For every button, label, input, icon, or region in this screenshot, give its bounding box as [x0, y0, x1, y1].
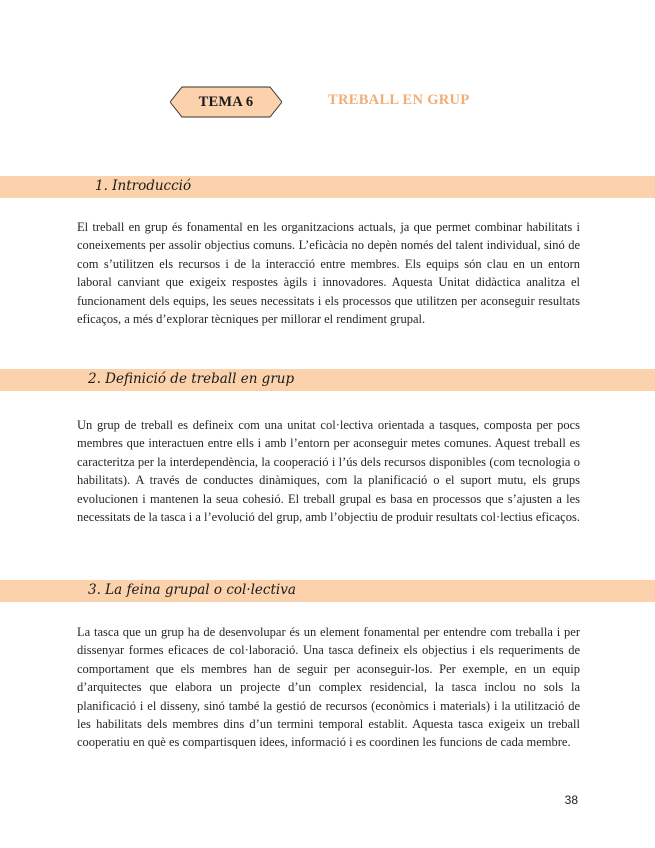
theme-header — [0, 82, 655, 122]
section-bar-introduction — [0, 176, 655, 198]
section-heading: 2. Definició de treball en grup — [88, 371, 295, 387]
section-paragraph: La tasca que un grup ha de desenvolupar és un element fonamental per entendre com treballa i per dissenyar formes eficaces de col·laboració. Una tasca defineix els objectius i els requeriments de comportament que els membres han de seguir per aconseguir-los. Per exemple, en un equip d’arquitectes que elabora un projecte d’un complex residencial, la tasca inclou no sols la planificació i el disseny, sinó també la gestió de recursos (econòmics i materials) i la utilització de les habilitats dels membres dins d’un termini temporal establit. Aquesta tasca exigeix un treball cooperatiu en què es compartisquen idees, informació i es coordinen les funcions de cada membre. — [77, 625, 580, 750]
section-heading: 1. Introducció — [95, 178, 192, 194]
section-bar-group-work — [0, 580, 655, 602]
page-number: 38 — [564, 793, 578, 807]
section-paragraph: Un grup de treball es defineix com una unitat col·lectiva orientada a tasques, composta per pocs membres que interactuen entre ells i amb l’entorn per aconseguir metes comunes. Aquest treball es caracteritza per la interdependència, la cooperació i l’ús dels recursos disponibles (com tecnologia o habilitats). A través de conductes dinàmiques, com la planificació o el suport mutu, els grups evolucionen i mantenen la seua cohesió. El treball grupal es basa en processos que s’ajusten a les necessitats de la tasca i a l’evolució del grup, amb l’objectiu de produir resultats col·lectius eficaços. — [77, 418, 580, 525]
theme-title: TREBALL EN GRUP — [328, 92, 470, 108]
section-heading: 3. La feina grupal o col·lectiva — [88, 582, 296, 598]
section-paragraph: El treball en grup és fonamental en les organitzacions actuals, ja que permet combinar habilitats i coneixements per assolir objectius comuns. L’eficàcia no depèn només del talent individual, sinó de com s’utilitzen els recursos i de la interacció entre membres. Els equips són clau en un entorn laboral canviant que exigeix respostes àgils i innovadores. Aquesta Unitat didàctica analitza el funcionament dels equips, les seues necessitats i els processos que utilitzen per aconseguir resultats eficaços, a més d’explorar tècniques per millorar el rendiment grupal. — [77, 220, 580, 327]
theme-label: TEMA 6 — [198, 94, 254, 110]
theme-tag — [170, 84, 282, 120]
section-bar-definition — [0, 369, 655, 391]
